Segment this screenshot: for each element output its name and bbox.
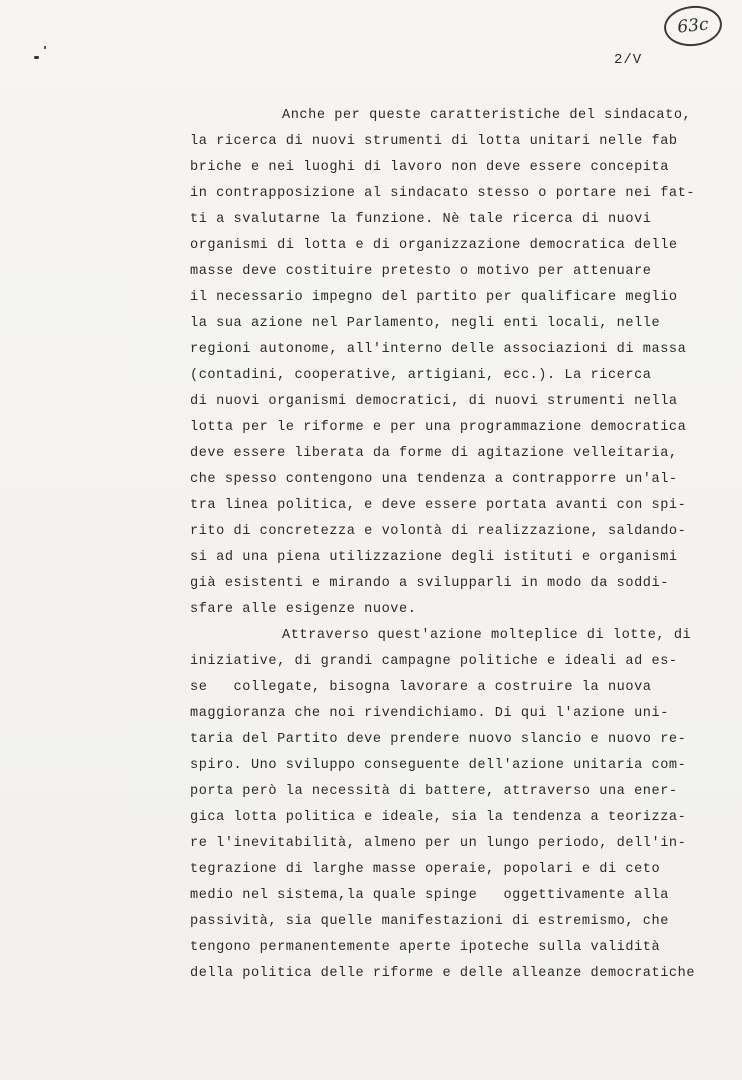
text-line: organismi di lotta e di organizzazione democratica delle bbox=[190, 238, 678, 253]
text-line: già esistenti e mirando a svilupparli in modo da soddi- bbox=[190, 576, 669, 591]
text-line: il necessario impegno del partito per qualificare meglio bbox=[190, 290, 678, 305]
text-line: tra linea politica, e deve essere portata avanti con spi- bbox=[190, 498, 687, 513]
text-line: Anche per queste caratteristiche del sindacato, bbox=[282, 108, 692, 123]
text-line: ti a svalutarne la funzione. Nè tale ricerca di nuovi bbox=[190, 212, 652, 227]
text-line: sfare alle esigenze nuove. bbox=[190, 602, 417, 617]
text-line: la ricerca di nuovi strumenti di lotta unitari nelle fab bbox=[190, 134, 678, 149]
text-line: masse deve costituire pretesto o motivo per attenuare bbox=[190, 264, 652, 279]
text-line: della politica delle riforme e delle alleanze democratiche bbox=[190, 966, 696, 981]
text-line: iniziative, di grandi campagne politiche e ideali ad es- bbox=[190, 654, 678, 669]
text-line: deve essere liberata da forme di agitazione velleitaria, bbox=[190, 446, 678, 461]
ink-mark bbox=[34, 56, 39, 59]
text-line: maggioranza che noi rivendichiamo. Di qui l'azione uni- bbox=[190, 706, 669, 721]
text-line: tengono permanentemente aperte ipoteche sulla validità bbox=[190, 940, 661, 955]
text-line: medio nel sistema,la quale spinge oggettivamente alla bbox=[190, 888, 669, 903]
text-line: spiro. Uno sviluppo conseguente dell'azione unitaria com- bbox=[190, 758, 687, 773]
archive-stamp: 63c bbox=[662, 3, 724, 49]
text-line: briche e nei luoghi di lavoro non deve essere concepita bbox=[190, 160, 669, 175]
ink-mark bbox=[44, 46, 46, 49]
text-line: Attraverso quest'azione molteplice di lotte, di bbox=[282, 628, 692, 643]
page-number: 2/V bbox=[614, 52, 643, 68]
text-line: regioni autonome, all'interno delle associazioni di massa bbox=[190, 342, 687, 357]
text-line: la sua azione nel Parlamento, negli enti locali, nelle bbox=[190, 316, 661, 331]
text-line: tegrazione di larghe masse operaie, popolari e di ceto bbox=[190, 862, 661, 877]
text-line: (contadini, cooperative, artigiani, ecc.). La ricerca bbox=[190, 368, 652, 383]
text-line: taria del Partito deve prendere nuovo slancio e nuovo re- bbox=[190, 732, 687, 747]
text-line: porta però la necessità di battere, attraverso una ener- bbox=[190, 784, 678, 799]
text-line: passività, sia quelle manifestazioni di estremismo, che bbox=[190, 914, 669, 929]
text-line: gica lotta politica e ideale, sia la tendenza a teorizza- bbox=[190, 810, 687, 825]
text-line: che spesso contengono una tendenza a contrapporre un'al- bbox=[190, 472, 678, 487]
text-line: se collegate, bisogna lavorare a costruire la nuova bbox=[190, 680, 652, 695]
text-line: rito di concretezza e volontà di realizzazione, saldando- bbox=[190, 524, 687, 539]
text-line: si ad una piena utilizzazione degli istituti e organismi bbox=[190, 550, 678, 565]
text-line: di nuovi organismi democratici, di nuovi strumenti nella bbox=[190, 394, 678, 409]
text-line: lotta per le riforme e per una programmazione democratica bbox=[190, 420, 687, 435]
text-line: re l'inevitabilità, almeno per un lungo periodo, dell'in- bbox=[190, 836, 687, 851]
text-line: in contrapposizione al sindacato stesso o portare nei fat- bbox=[190, 186, 696, 201]
